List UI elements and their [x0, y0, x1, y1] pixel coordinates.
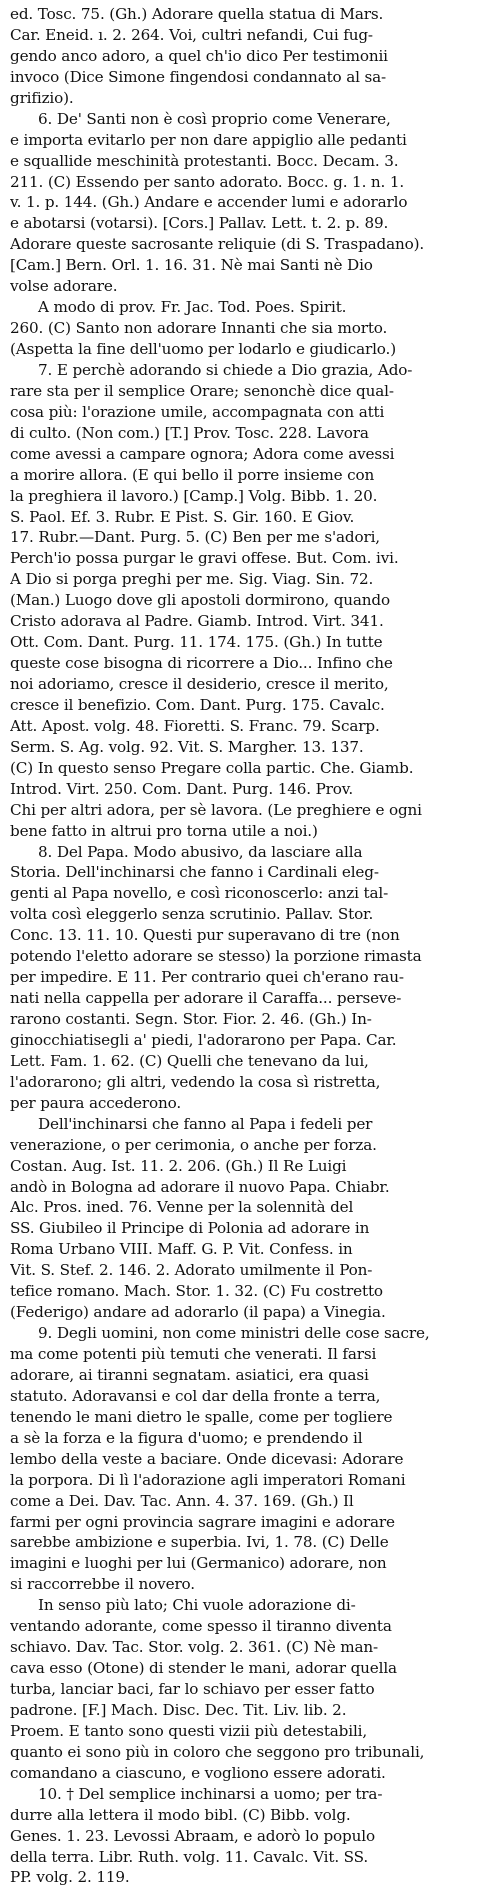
- text-line: Serm. S. Ag. volg. 92. Vit. S. Margher. 13. 137.: [10, 737, 364, 756]
- text-line: cresce il benefizio. Com. Dant. Purg. 175. Cavalc.: [10, 695, 385, 714]
- text-line: Dell'inchinarsi che fanno al Papa i fedeli per: [38, 1114, 373, 1133]
- text-line: e importa evitarlo per non dare appiglio alle pedanti: [10, 130, 407, 149]
- text-line: queste cose bisogna di ricorrere a Dio... Infino che: [10, 654, 393, 673]
- text-line: v. 1. p. 144. (Gh.) Andare e accender lumi e adorarlo: [10, 193, 408, 212]
- text-line: [Cam.] Bern. Orl. 1. 16. 31. Nè mai Santi nè Dio: [10, 256, 373, 275]
- text-line: di culto. (Non com.) [T.] Prov. Tosc. 228. Lavora: [10, 423, 369, 442]
- text-line: tefice romano. Mach. Stor. 1. 32. (C) Fu costretto: [10, 1282, 383, 1301]
- text-line: la preghiera il lavoro.) [Camp.] Volg. Bibb. 1. 20.: [10, 486, 378, 505]
- text-line: l'adorarono; gli altri, vedendo la cosa sì ristretta,: [10, 1072, 381, 1091]
- text-line: Roma Urbano VIII. Maff. G. P. Vit. Confess. in: [10, 1240, 353, 1259]
- text-line: della terra. Libr. Ruth. volg. 11. Cavalc. Vit. SS.: [10, 1847, 369, 1866]
- text-line: a sè la forza e la figura d'uomo; e prendendo il: [10, 1428, 363, 1447]
- text-line: S. Paol. Ef. 3. Rubr. E Pist. S. Gir. 160. E Giov.: [10, 507, 355, 526]
- text-line: Costan. Aug. Ist. 11. 2. 206. (Gh.) Il Re Luigi: [10, 1156, 347, 1175]
- text-line: 6. De' Santi non è così proprio come Venerare,: [38, 109, 391, 128]
- text-line: Storia. Dell'inchinarsi che fanno i Cardinali eleg-: [10, 863, 379, 882]
- text-line: ma come potenti più temuti che venerati. Il farsi: [10, 1345, 377, 1363]
- text-line: 17. Rubr.—Dant. Purg. 5. (C) Ben per me s'adori,: [10, 528, 380, 547]
- text-line: SS. Giubileo il Principe di Polonia ad adorare in: [10, 1219, 370, 1238]
- text-line: nati nella cappella per adorare il Caraffa... perseve-: [10, 989, 402, 1008]
- text-line: volta così eleggerlo senza scrutinio. Pallav. Stor.: [10, 905, 374, 924]
- text-line: farmi per ogni provincia sagrare imagini e adorare: [10, 1512, 395, 1531]
- text-line: Conc. 13. 11. 10. Questi pur superavano di tre (non: [10, 926, 400, 945]
- text-line: come avessi a campare ognora; Adora come avessi: [10, 444, 395, 463]
- text-line: Perch'io possa purgar le gravi offese. But. Com. ivi.: [10, 549, 399, 568]
- text-line: noi adoriamo, cresce il desiderio, cresce il merito,: [10, 675, 389, 693]
- text-line: Adorare queste sacrosante reliquie (di S. Traspadano).: [10, 235, 425, 254]
- text-line: Att. Apost. volg. 48. Fioretti. S. Franc. 79. Scarp.: [10, 716, 380, 735]
- text-line: andò in Bologna ad adorare il nuovo Papa. Chiabr.: [10, 1177, 390, 1196]
- text-line: A Dio si porga preghi per me. Sig. Viag. Sin. 72.: [10, 570, 374, 589]
- text-line: schiavo. Dav. Tac. Stor. volg. 2. 361. (C) Nè man-: [10, 1638, 379, 1657]
- text-line: 7. E perchè adorando si chiede a Dio grazia, Ado-: [38, 360, 413, 379]
- text-line: si raccorrebbe il novero.: [10, 1575, 195, 1594]
- text-line: quanto ei sono più in coloro che seggono pro tribunali,: [10, 1742, 425, 1761]
- text-line: Ott. Com. Dant. Purg. 11. 174. 175. (Gh.) In tutte: [10, 633, 383, 652]
- text-line: Alc. Pros. ined. 76. Venne per la solennità del: [10, 1198, 354, 1217]
- text-line: 260. (C) Santo non adorare Innanti che sia morto.: [10, 319, 388, 338]
- text-line: A modo di prov. Fr. Jac. Tod. Poes. Spirit.: [38, 298, 347, 317]
- text-line: e abotarsi (votarsi). [Cors.] Pallav. Lett. t. 2. p. 89.: [10, 214, 389, 233]
- text-line: (Man.) Luogo dove gli apostoli dormirono, quando: [10, 591, 390, 610]
- text-line: PP. volg. 2. 119.: [10, 1868, 130, 1887]
- text-line: (C) In questo senso Pregare colla partic. Che. Giamb.: [10, 758, 414, 777]
- text-line: lembo della veste a baciare. Onde dicevasi: Adorare: [10, 1449, 404, 1468]
- text-line: imagini e luoghi per lui (Germanico) adorare, non: [10, 1554, 387, 1573]
- text-line: Genes. 1. 23. Levossi Abraam, e adorò lo populo: [10, 1826, 375, 1845]
- text-line: rare sta per il semplice Orare; senonchè dice qual-: [10, 381, 394, 400]
- text-line: (Aspetta la fine dell'uomo per lodarlo e giudicarlo.): [10, 340, 396, 358]
- text-line: 8. Del Papa. Modo abusivo, da lasciare alla: [38, 842, 363, 861]
- text-line: potendo l'eletto adorare se stesso) la porzione rimasta: [10, 947, 422, 966]
- text-line: padrone. [F.] Mach. Disc. Dec. Tit. Liv. lib. 2.: [10, 1700, 347, 1719]
- text-line: per paura accederono.: [10, 1093, 182, 1112]
- text-line: Vit. S. Stef. 2. 146. 2. Adorato umilmente il Pon-: [10, 1261, 373, 1280]
- text-line: la porpora. Di lì l'adorazione agli imperatori Romani: [10, 1470, 406, 1489]
- text-line: venerazione, o per cerimonia, o anche per forza.: [10, 1135, 377, 1154]
- text-line: 211. (C) Essendo per santo adorato. Bocc. g. 1. n. 1.: [10, 172, 405, 191]
- text-line: Introd. Virt. 250. Com. Dant. Purg. 146. Prov.: [10, 779, 354, 798]
- text-line: Chi per altri adora, per sè lavora. (Le preghiere e ogni: [10, 800, 422, 819]
- text-line: comandano a ciascuno, e vogliono essere adorati.: [10, 1763, 386, 1782]
- text-line: 9. Degli uomini, non come ministri delle cose sacre,: [38, 1324, 430, 1343]
- text-line: per impedire. E 11. Per contrario quei ch'erano rau-: [10, 968, 404, 987]
- text-line: cava esso (Otone) di stender le mani, adorar quella: [10, 1659, 397, 1678]
- text-line: Car. Eneid. ı. 2. 264. Voi, cultri nefandi, Cui fug-: [10, 25, 373, 44]
- text-line: genti al Papa novello, e così riconoscerlo: anzi tal-: [10, 884, 389, 903]
- text-line: invoco (Dice Simone fingendosi condannato al sa-: [10, 67, 387, 86]
- text-line: ed. Tosc. 75. (Gh.) Adorare quella statua di Mars.: [10, 5, 384, 23]
- text-line: tenendo le mani dietro le spalle, come per togliere: [10, 1407, 393, 1426]
- text-line: ventando adorante, come spesso il tiranno diventa: [10, 1617, 392, 1636]
- text-line: volse adorare.: [10, 277, 118, 296]
- text-line: e squallide meschinità protestanti. Bocc. Decam. 3.: [10, 151, 399, 170]
- text-line: bene fatto in altrui pro torna utile a noi.): [10, 821, 318, 840]
- text-line: statuto. Adoravansi e col dar della fronte a terra,: [10, 1386, 381, 1405]
- text-line: rarono costanti. Segn. Stor. Fior. 2. 46. (Gh.) In-: [10, 1010, 372, 1028]
- text-line: 10. † Del semplice inchinarsi a uomo; per tra-: [38, 1784, 383, 1803]
- text-line: ginocchiatisegli a' piedi, l'adorarono per Papa. Car.: [10, 1030, 397, 1049]
- text-line: a morire allora. (E qui bello il porre insieme con: [10, 465, 375, 484]
- text-line: Lett. Fam. 1. 62. (C) Quelli che tenevano da lui,: [10, 1051, 369, 1070]
- text-line: grifizio).: [10, 88, 74, 107]
- text-line: adorare, ai tiranni segnatam. asiatici, era quasi: [10, 1365, 369, 1384]
- text-line: gendo anco adoro, a quel ch'io dico Per testimonii: [10, 46, 388, 65]
- text-line: cosa più: l'orazione umile, accompagnata con atti: [10, 402, 385, 421]
- text-line: (Federigo) andare ad adorarlo (il papa) a Vinegia.: [10, 1303, 386, 1322]
- text-line: Cristo adorava al Padre. Giamb. Introd. Virt. 341.: [10, 612, 384, 631]
- text-line: In senso più lato; Chi vuole adorazione di-: [38, 1596, 356, 1615]
- text-line: Proem. E tanto sono questi vizii più detestabili,: [10, 1721, 368, 1740]
- text-line: durre alla lettera il modo bibl. (C) Bibb. volg.: [10, 1805, 351, 1824]
- text-line: sarebbe ambizione e superbia. Ivi, 1. 78. (C) Delle: [10, 1533, 389, 1552]
- text-line: turba, lanciar baci, far lo schiavo per esser fatto: [10, 1680, 375, 1698]
- text-line: come a Dei. Dav. Tac. Ann. 4. 37. 169. (Gh.) Il: [10, 1491, 354, 1510]
